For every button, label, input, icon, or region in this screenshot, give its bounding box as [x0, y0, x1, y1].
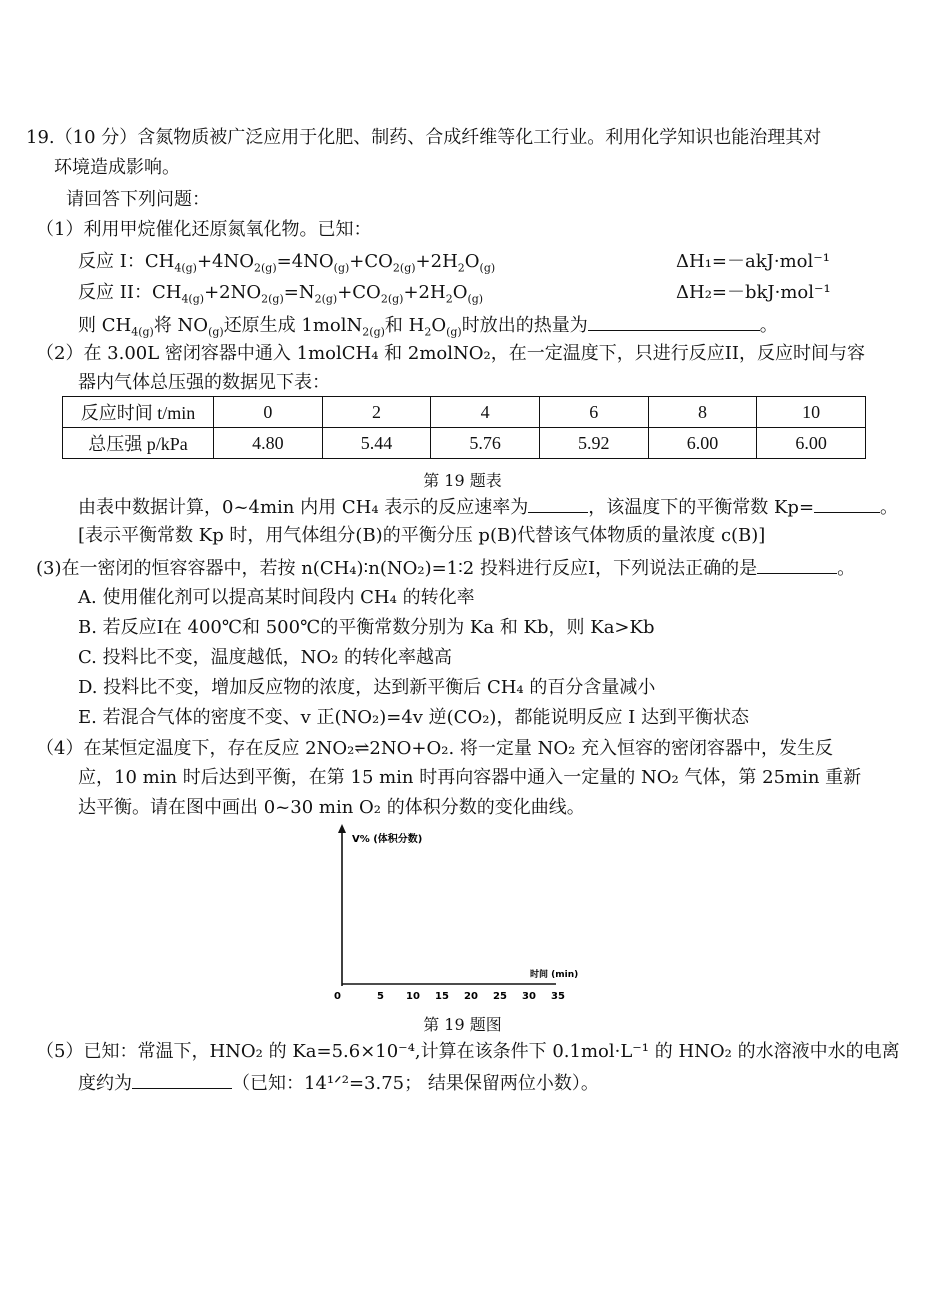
table-cell: 2	[322, 397, 431, 428]
x-tick-label: 15	[435, 991, 449, 1002]
reaction-2-label: 反应 II：	[78, 282, 152, 303]
part5-line2-text-b: （已知：14¹ᐟ²=3.75； 结果保留两位小数）。	[232, 1073, 599, 1094]
part5-line2	[78, 1070, 599, 1096]
table-cell: 6.00	[757, 428, 866, 459]
table-cell: 4	[431, 397, 540, 428]
x-axis-label: 时间 (min)	[530, 970, 579, 980]
part1-question: 则 $CH_{4(g)}$将 $NO_{(g)}$还原生成 1molN$_{2(g)}$和 $H_2O_{(g)}$时放出的热量为 。	[78, 312, 778, 345]
part3-title	[36, 555, 855, 581]
option-a: A. 使用催化剂可以提高某时间段内 CH₄ 的转化率	[78, 587, 475, 608]
part1-question-text-d: 和 H	[384, 315, 425, 336]
question-header-cont: 环境造成影响。	[54, 157, 180, 178]
answer-blank-1[interactable]	[588, 312, 760, 331]
pressure-table	[62, 396, 866, 459]
table-cell: 6	[539, 397, 648, 428]
question-header: 19.（10 分）含氮物质被广泛应用于化肥、制药、合成纤维等化工行业。利用化学知识也能治理其对	[26, 127, 822, 148]
table-row	[63, 428, 866, 459]
y-axis-label: V% (体积分数)	[352, 834, 423, 845]
reaction-2-enthalpy: ΔH₂=－bkJ·mol⁻¹	[676, 282, 831, 303]
reaction-2	[78, 281, 483, 312]
table-header-pressure: 总压强 p/kPa	[63, 428, 214, 459]
option-b: B. 若反应I在 400℃和 500℃的平衡常数分别为 Ka 和 Kb，则 Ka>Kb	[78, 617, 655, 638]
reaction-2-equation: $CH_{4(g)}+2NO_{2(g)}=N_{2(g)}+CO_{2(g)}+2H_2O_{(g)}$	[151, 282, 484, 306]
option-d: D. 投料比不变，增加反应物的浓度，达到新平衡后 CH₄ 的百分含量减小	[78, 677, 656, 698]
y-axis-arrow	[338, 824, 346, 833]
x-tick-label: 10	[406, 991, 420, 1002]
table-cell: 6.00	[648, 428, 757, 459]
x-tick-label: 0	[334, 991, 341, 1002]
part2-note: [表示平衡常数 Kp 时，用气体组分(B)的平衡分压 p(B)代替该气体物质的量浓度 c(B)]	[78, 525, 766, 546]
part2-question-text-b: ，该温度下的平衡常数 Kp=	[588, 497, 815, 518]
x-tick-label: 35	[551, 991, 565, 1002]
answer-chart[interactable]	[320, 822, 600, 1002]
table-cell: 4.80	[214, 428, 323, 459]
part1-question-text-b: 将 NO	[153, 315, 209, 336]
option-e: E. 若混合气体的密度不变、v 正(NO₂)=4v 逆(CO₂)，都能说明反应 I 达到平衡状态	[78, 707, 750, 728]
x-tick-label: 30	[522, 991, 536, 1002]
table-caption: 第 19 题表	[423, 471, 502, 490]
reaction-1-equation: $CH_{4(g)}+4NO_{2(g)}=4NO_{(g)}+CO_{2(g)}+2H_2O_{(g)}$	[144, 251, 496, 275]
part3-title-end: 。	[837, 558, 856, 579]
reaction-1-enthalpy: ΔH₁=－akJ·mol⁻¹	[676, 251, 830, 272]
part2-question	[78, 494, 898, 520]
part1-question-text-c: 还原生成 1molN	[223, 315, 363, 336]
x-tick-label: 20	[464, 991, 478, 1002]
table-cell: 0	[214, 397, 323, 428]
part2-line2: 器内气体总压强的数据见下表：	[78, 372, 330, 393]
table-cell: 5.44	[322, 428, 431, 459]
part2-line1: （2）在 3.00L 密闭容器中通入 1molCH₄ 和 2molNO₂，在一定温度下，只进行反应II，反应时间与容	[36, 343, 865, 364]
x-tick-label: 5	[377, 991, 384, 1002]
x-tick-label: 25	[493, 991, 507, 1002]
table-cell: 8	[648, 397, 757, 428]
part1-question-text-e: 时放出的热量为	[461, 315, 588, 336]
x-ticks	[334, 991, 565, 1002]
reaction-1-label: 反应 I：	[78, 251, 145, 272]
part4-line2: 应，10 min 时后达到平衡，在第 15 min 时再向容器中通入一定量的 NO₂ 气体，第 25min 重新	[78, 767, 862, 788]
answer-blank-5[interactable]	[132, 1070, 232, 1089]
part4-line3: 达平衡。请在图中画出 0~30 min O₂ 的体积分数的变化曲线。	[78, 797, 585, 818]
table-cell: 5.76	[431, 428, 540, 459]
answer-blank-rate[interactable]	[528, 494, 588, 513]
part1-question-end: 。	[759, 315, 778, 336]
answer-blank-3[interactable]	[757, 555, 837, 574]
table-header-time: 反应时间 t/min	[63, 397, 214, 428]
answer-blank-kp[interactable]	[814, 494, 880, 513]
reaction-1	[78, 250, 495, 281]
table-cell: 5.92	[539, 428, 648, 459]
part3-title-text: (3)在一密闭的恒容容器中，若按 n(CH₄)∶n(NO₂)=1∶2 投料进行反应I，下列说法正确的是	[36, 558, 758, 579]
option-c: C. 投料比不变，温度越低，NO₂ 的转化率越高	[78, 647, 453, 668]
question-prompt: 请回答下列问题：	[66, 189, 210, 210]
table-cell: 10	[757, 397, 866, 428]
part1-title: （1）利用甲烷催化还原氮氧化物。已知：	[36, 219, 372, 240]
part1-question-text-a: 则 CH	[78, 315, 132, 336]
table-row	[63, 397, 866, 428]
part5-line2-text-a: 度约为	[78, 1073, 132, 1094]
part4-line1: （4）在某恒定温度下，存在反应 2NO₂⇌2NO+O₂. 将一定量 NO₂ 充入恒容的密闭容器中，发生反	[36, 738, 834, 759]
part2-question-end: 。	[880, 497, 899, 518]
figure-caption: 第 19 题图	[423, 1015, 502, 1034]
part2-question-text-a: 由表中数据计算，0~4min 内用 CH₄ 表示的反应速率为	[78, 497, 529, 518]
part5-line1: （5）已知：常温下，HNO₂ 的 Ka=5.6×10⁻⁴,计算在该条件下 0.1mol·L⁻¹ 的 HNO₂ 的水溶液中水的电离	[36, 1041, 900, 1062]
